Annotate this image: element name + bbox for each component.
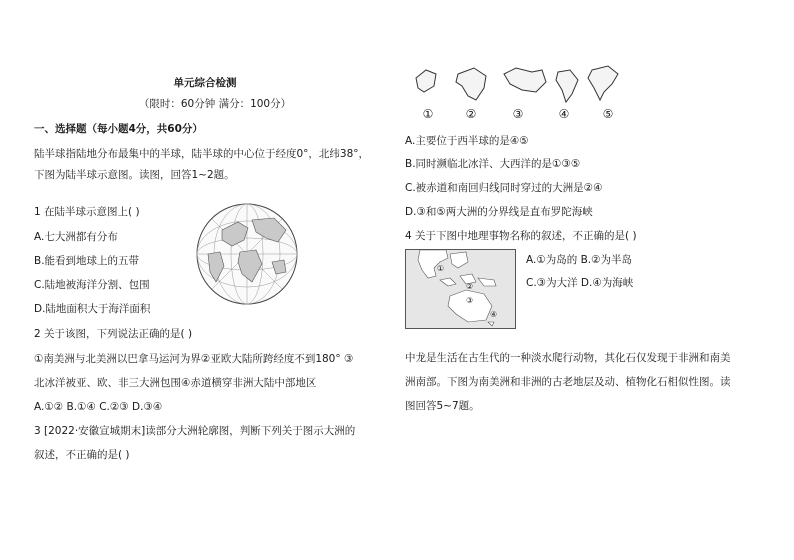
continent-outline-2 xyxy=(456,68,486,100)
continent-outlines-figure xyxy=(412,62,622,106)
q2-options: A.①② B.①④ C.②③ D.③④ xyxy=(34,401,163,413)
q4-options-line-2: C.③为大洋 D.④为海峡 xyxy=(526,277,634,289)
q1-option-d: D.陆地面积大于海洋面积 xyxy=(34,303,151,315)
q2-stem: 2 关于该图，下列说法正确的是( ) xyxy=(34,328,193,340)
q2-statement-line-2: 北冰洋被亚、欧、非三大洲包围④赤道横穿非洲大陆中部地区 xyxy=(34,377,317,389)
map-label-2: ② xyxy=(466,282,474,291)
page-title: 单元综合检测 xyxy=(173,77,237,89)
q4-stem: 4 关于下图中地理事物名称的叙述，不正确的是( ) xyxy=(405,230,637,242)
continent-label-4: ④ xyxy=(558,107,570,121)
page-subtitle: （限时：60分钟 满分：100分） xyxy=(138,98,292,110)
q3-option-a: A.主要位于西半球的是④⑤ xyxy=(405,135,529,147)
section-heading: 一、选择题（每小题4分，共60分） xyxy=(34,123,203,135)
passage-line-1: 中龙是生活在古生代的一种淡水爬行动物，其化石仅发现于非洲和南美 xyxy=(405,352,731,364)
continent-outline-3 xyxy=(504,68,546,92)
q3-option-b: B.同时濒临北冰洋、大西洋的是①③⑤ xyxy=(405,158,581,170)
q3-option-d: D.③和⑤两大洲的分界线是直布罗陀海峡 xyxy=(405,206,593,218)
intro-line-2: 下图为陆半球示意图。读图，回答1~2题。 xyxy=(34,169,235,181)
passage-line-2: 洲南部。下图为南美洲和非洲的古老地层及动、植物化石相似性图。读 xyxy=(405,376,731,388)
map-label-3: ③ xyxy=(466,296,474,305)
continent-label-3: ③ xyxy=(512,107,524,121)
passage-line-3: 图回答5~7题。 xyxy=(405,400,480,412)
map-label-4: ④ xyxy=(490,310,498,319)
q1-stem: 1 在陆半球示意图上( ) xyxy=(34,206,140,218)
continent-label-2: ② xyxy=(465,107,477,121)
map-label-1: ① xyxy=(437,264,445,273)
q1-option-c: C.陆地被海洋分割、包围 xyxy=(34,279,150,291)
q3-stem-line-2: 叙述，不正确的是( ) xyxy=(34,449,130,461)
q3-option-c: C.被赤道和南回归线同时穿过的大洲是②④ xyxy=(405,182,603,194)
land-hemisphere-map xyxy=(182,202,312,306)
continent-label-5: ⑤ xyxy=(602,107,614,121)
q2-statement-line-1: ①南美洲与北美洲以巴拿马运河为界②亚欧大陆所跨经度不到180° ③ xyxy=(34,353,354,365)
intro-line-1: 陆半球指陆地分布最集中的半球，陆半球的中心位于经度0°，北纬38°， xyxy=(34,148,370,160)
q1-option-b: B.能看到地球上的五带 xyxy=(34,255,140,267)
continent-label-1: ① xyxy=(422,107,434,121)
continent-outline-5 xyxy=(588,66,618,100)
q1-option-a: A.七大洲都有分布 xyxy=(34,231,118,243)
q4-options-line-1: A.①为岛的 B.②为半岛 xyxy=(526,254,633,266)
q3-stem-line-1: 3 [2022·安徽宣城期末]读部分大洲轮廓图，判断下列关于图示大洲的 xyxy=(34,425,356,437)
continent-outline-1 xyxy=(416,70,436,92)
southeast-asia-map xyxy=(405,249,516,329)
continent-outline-4 xyxy=(556,70,578,102)
